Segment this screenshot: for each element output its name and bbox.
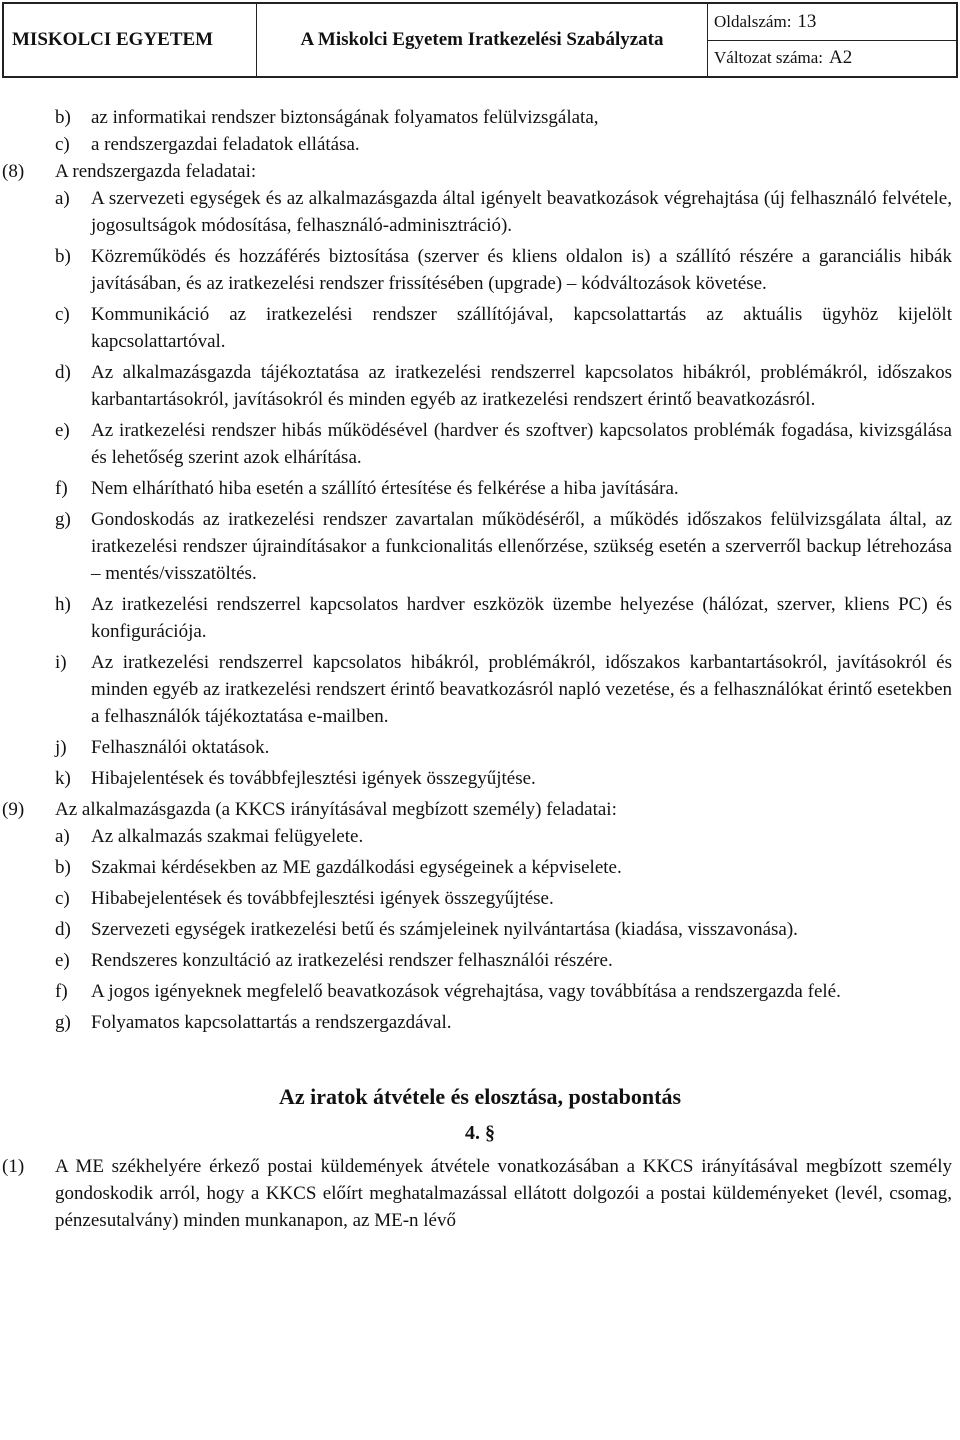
list-item-label: j) (55, 737, 67, 758)
list-item-label: h) (55, 594, 71, 615)
list-item-text: a rendszergazdai feladatok ellátása. (91, 134, 360, 155)
list-item (55, 765, 952, 792)
list-item-text: Az alkalmazásgazda tájékoztatása az iratkezelési rendszerrel kapcsolatos hibákról, problémákról, időszakos karbantartásokról, javításokról és minden egyéb az iratkezelési rendszert érintő beavatkozásról. (91, 362, 952, 410)
list-item (55, 978, 952, 1005)
list-item-text: Szakmai kérdésekben az ME gazdálkodási egységeinek a képviselete. (91, 857, 622, 878)
list-item (55, 243, 952, 297)
list-item (55, 475, 952, 502)
list-item-text: Kommunikáció az iratkezelési rendszer szállítójával, kapcsolattartás az aktuális ügyhöz kijelölt kapcsolattartóval. (91, 304, 952, 352)
list-item-label: b) (55, 107, 71, 128)
list-item (55, 854, 952, 881)
list-item-label: g) (55, 1012, 71, 1033)
list-item-label: i) (55, 652, 67, 673)
page-number-label: Oldalszám: (714, 11, 792, 31)
list-item (55, 131, 952, 158)
list-item (55, 885, 952, 912)
section-label: (1) (2, 1156, 25, 1177)
list-item-text: A szervezeti egységek és az alkalmazásgazda által igényelt beavatkozások végrehajtása (új felhasználó felvétele, jogosultságok módosítása, felhasználó-adminisztráció). (91, 188, 952, 236)
list-item-text: Az alkalmazás szakmai felügyelete. (91, 826, 364, 847)
document-body (0, 104, 960, 1234)
list-item (55, 1009, 952, 1036)
list-item-text: az informatikai rendszer biztonságának folyamatos felülvizsgálata, (91, 107, 599, 128)
list-item-label: e) (55, 950, 70, 971)
header-page-row (708, 4, 956, 41)
section-text: A ME székhelyére érkező postai küldemények átvétele vonatkozásában a KKCS irányításával megbízott személy gondoskodik arról, hogy a KKCS előírt meghatalmazással ellátott dolgozói a postai küldeményeket (levél, csomag, pénzesutalvány) minden munkanapon, az ME-n lévő (55, 1156, 952, 1231)
header-university: MISKOLCI EGYETEM (4, 4, 257, 76)
section-label: (8) (2, 161, 25, 182)
list-item (55, 185, 952, 239)
list-item-label: b) (55, 857, 71, 878)
list-item-text: Az iratkezelési rendszerrel kapcsolatos hardver eszközök üzembe helyezése (hálózat, szerver, kliens PC) és konfigurációja. (91, 594, 952, 642)
section-9-heading (2, 796, 952, 823)
page-number: 13 (797, 10, 817, 32)
section-8-heading (2, 158, 952, 185)
list-item-label: f) (55, 981, 68, 1002)
section-1-paragraph (2, 1153, 952, 1234)
list-item-label: d) (55, 362, 71, 383)
document-header (2, 2, 958, 78)
header-version-row (708, 41, 956, 77)
list-item-label: g) (55, 509, 71, 530)
list-item (55, 417, 952, 471)
list-item-text: Hibabejelentések és továbbfejlesztési igények összegyűjtése. (91, 888, 554, 909)
header-meta (708, 4, 956, 76)
list-item (55, 301, 952, 355)
list-item-text: A jogos igényeknek megfelelő beavatkozások végrehajtása, vagy továbbítása a rendszergazda felé. (91, 981, 841, 1002)
list-item (55, 649, 952, 730)
list-item-label: k) (55, 768, 71, 789)
version-number: A2 (829, 47, 853, 69)
list-item (55, 506, 952, 587)
list-item (55, 104, 952, 131)
list-item-text: Felhasználói oktatások. (91, 737, 270, 758)
list-item-label: a) (55, 188, 70, 209)
list-item-text: Nem elhárítható hiba esetén a szállító értesítése és felkérése a hiba javítására. (91, 478, 679, 499)
list-item-label: e) (55, 420, 70, 441)
list-item-text: Rendszeres konzultáció az iratkezelési rendszer felhasználói részére. (91, 950, 613, 971)
list-item (55, 734, 952, 761)
list-item-text: Folyamatos kapcsolattartás a rendszergazdával. (91, 1012, 452, 1033)
list-item-label: b) (55, 246, 71, 267)
list-item-label: d) (55, 919, 71, 940)
section-text: Az alkalmazásgazda (a KKCS irányításával megbízott személy) feladatai: (55, 799, 617, 820)
list-item-text: Közreműködés és hozzáférés biztosítása (szerver és kliens oldalon is) a szállító részére a garanciális hibák javításában, és az iratkezelési rendszer frissítésében (upgrade) – kódváltozások követése. (91, 246, 952, 294)
list-item (55, 916, 952, 943)
list-item-text: Az iratkezelési rendszerrel kapcsolatos hibákról, problémákról, időszakos karbantartásokról, javításokról és minden egyéb az iratkezelési rendszert érintő beavatkozásról napló vezetése, és a felhasználókat érintő esetekben a felhasználók tájékoztatása e-mailben. (91, 652, 952, 727)
list-item (55, 359, 952, 413)
section-text: A rendszergazda feladatai: (55, 161, 257, 182)
header-document-title: A Miskolci Egyetem Iratkezelési Szabályzata (257, 4, 708, 76)
list-item-label: c) (55, 888, 70, 909)
list-item (55, 591, 952, 645)
list-item-label: f) (55, 478, 68, 499)
list-item-text: Szervezeti egységek iratkezelési betű és számjeleinek nyilvántartása (kiadása, visszavonása). (91, 919, 798, 940)
list-item-text: Az iratkezelési rendszer hibás működésével (hardver és szoftver) kapcsolatos problémák fogadása, kivizsgálása és lehetőség szerint azok elhárítása. (91, 420, 952, 468)
list-item-label: a) (55, 826, 70, 847)
list-item (55, 823, 952, 850)
list-item-label: c) (55, 134, 70, 155)
list-item-text: Gondoskodás az iratkezelési rendszer zavartalan működéséről, a működés időszakos felülvizsgálata által, az iratkezelési rendszer újraindításakor a funkcionalitás ellenőrzése, szükség esetén a szerverről backup létrehozása – mentés/visszatöltés. (91, 509, 952, 584)
list-item-text: Hibajelentések és továbbfejlesztési igények összegyűjtése. (91, 768, 536, 789)
version-label: Változat száma: (714, 48, 824, 68)
list-item-label: c) (55, 304, 70, 325)
list-item (55, 947, 952, 974)
chapter-title: Az iratok átvétele és elosztása, postabontás (278, 1084, 682, 1109)
paragraph-number: 4. § (465, 1122, 495, 1144)
section-label: (9) (2, 799, 25, 820)
